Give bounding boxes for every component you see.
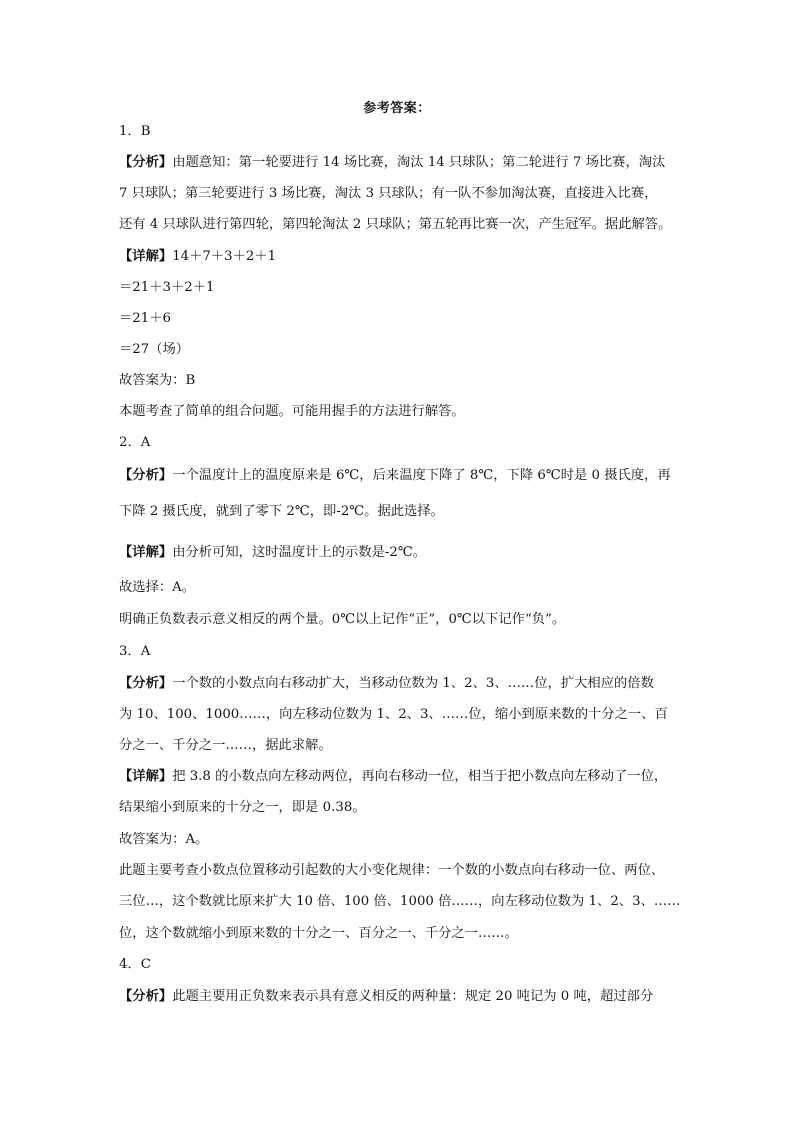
analysis-text: 此题主要用正负数来表示具有意义相反的两种量：规定 20 吨记为 0 吨，超过部分 bbox=[172, 989, 654, 1004]
q2-note: 明确正负数表示意义相反的两个量。0℃以上记作“正”，0℃以下记作“负”。 bbox=[119, 612, 566, 627]
analysis-text: 一个数的小数点向右移动扩大，当移动位数为 1、2、3、……位，扩大相应的倍数 bbox=[172, 676, 654, 691]
analysis-tag: 【分析】 bbox=[119, 468, 173, 483]
detail-text: 14＋7＋3＋2＋1 bbox=[172, 249, 277, 264]
detail-text: 把 3.8 的小数点向左移动两位，再向右移动一位，相当于把小数点向左移动了一位， bbox=[172, 769, 668, 784]
q1-analysis-line-2: 7 只球队；第三轮要进行 3 场比赛，淘汰 3 只球队；有一队不参加淘汰赛，直接进入比赛， bbox=[119, 186, 658, 201]
detail-tag: 【详解】 bbox=[119, 249, 173, 264]
analysis-tag: 【分析】 bbox=[119, 676, 173, 691]
analysis-text: 一个温度计上的温度原来是 6℃，后来温度下降了 8℃，下降 6℃时是 0 摄氏度，再 bbox=[172, 468, 671, 483]
q3-answer: 故答案为：A。 bbox=[119, 832, 209, 847]
q1-answer: 故答案为：B bbox=[119, 373, 196, 388]
q3-note-line-1: 此题主要考查小数点位置移动引起数的大小变化规律：一个数的小数点向右移动一位、两位、 bbox=[119, 863, 665, 878]
page-title: 参考答案： bbox=[363, 101, 431, 116]
q3-detail-line-1 bbox=[119, 767, 667, 787]
q1-detail-line-4: ＝27（场） bbox=[119, 342, 190, 357]
q4-number: 4．C bbox=[119, 957, 151, 972]
q1-detail-line-1 bbox=[119, 247, 276, 267]
q1-detail-line-3: ＝21＋6 bbox=[119, 311, 171, 326]
detail-tag: 【详解】 bbox=[119, 769, 173, 784]
q2-answer: 故选择：A。 bbox=[119, 580, 196, 595]
q3-analysis-line-2: 为 10、100、1000……，向左移动位数为 1、2、3、……位，缩小到原来数的十分之一、百 bbox=[119, 707, 668, 722]
analysis-tag: 【分析】 bbox=[119, 989, 173, 1004]
q3-analysis-line-3: 分之一、千分之一……，据此求解。 bbox=[119, 738, 332, 753]
detail-text: 由分析可知，这时温度计上的示数是-2℃。 bbox=[172, 545, 427, 560]
q3-detail-line-2: 结果缩小到原来的十分之一，即是 0.38。 bbox=[119, 800, 366, 815]
q1-analysis-line-1 bbox=[119, 153, 665, 173]
q1-analysis-line-3: 还有 4 只球队进行第四轮，第四轮淘汰 2 只球队；第五轮再比赛一次，产生冠军。据此解答。 bbox=[119, 217, 672, 232]
q2-detail-line-1 bbox=[119, 543, 426, 563]
analysis-text: 由题意知：第一轮要进行 14 场比赛，淘汰 14 只球队；第二轮进行 7 场比赛，淘汰 bbox=[172, 155, 666, 170]
q3-number: 3．A bbox=[119, 644, 151, 659]
q1-note: 本题考查了简单的组合问题。可能用握手的方法进行解答。 bbox=[119, 404, 465, 419]
q4-analysis-line-1 bbox=[119, 987, 653, 1007]
q3-note-line-3: 位，这个数就缩小到原来数的十分之一、百分之一、千分之一……。 bbox=[119, 926, 518, 941]
q3-analysis-line-1 bbox=[119, 674, 654, 694]
q3-note-line-2: 三位…，这个数就比原来扩大 10 倍、100 倍、1000 倍……，向左移动位数为 1、2、3、…… bbox=[119, 894, 681, 909]
detail-tag: 【详解】 bbox=[119, 545, 173, 560]
q2-analysis-line-1 bbox=[119, 466, 671, 486]
analysis-tag: 【分析】 bbox=[119, 155, 173, 170]
q1-number: 1．B bbox=[119, 124, 151, 139]
q1-detail-line-2: ＝21＋3＋2＋1 bbox=[119, 280, 215, 295]
q2-number: 2．A bbox=[119, 435, 151, 450]
q2-analysis-line-2: 下降 2 摄氏度，就到了零下 2℃，即-2℃。据此选择。 bbox=[119, 504, 444, 519]
